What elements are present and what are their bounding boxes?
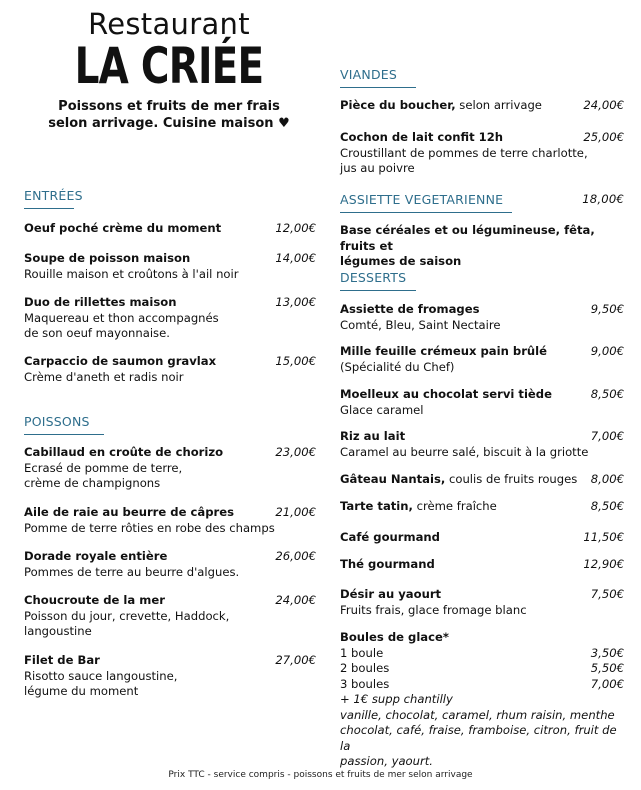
item-price: 24,00€ bbox=[275, 593, 316, 607]
section-viandes bbox=[340, 67, 397, 82]
menu-item bbox=[24, 445, 316, 492]
section-desserts bbox=[340, 270, 406, 285]
item-description: Base céréales et ou légumineuse, fêta, fruits et bbox=[340, 223, 595, 253]
row-label: 1 boule bbox=[340, 645, 384, 660]
item-price: 8,00€ bbox=[590, 472, 624, 486]
section-title: DESSERTS bbox=[340, 270, 407, 285]
item-price: 11,50€ bbox=[583, 530, 624, 544]
menu-item bbox=[340, 223, 624, 270]
ice-cream-block bbox=[340, 630, 624, 770]
row-price: 3,50€ bbox=[590, 645, 624, 660]
tagline bbox=[34, 98, 304, 132]
item-name: Aile de raie au beurre de câpres bbox=[24, 505, 234, 519]
item-description: Crème d'aneth et radis noir bbox=[24, 369, 184, 384]
item-price: 7,00€ bbox=[590, 429, 624, 443]
item-name: Riz au lait bbox=[340, 429, 406, 443]
item-name: Duo de rillettes maison bbox=[24, 295, 177, 309]
menu-item bbox=[24, 295, 316, 342]
menu-item bbox=[340, 429, 624, 460]
section-divider bbox=[24, 434, 104, 435]
item-name: Cabillaud en croûte de chorizo bbox=[24, 445, 224, 459]
item-name: Désir au yaourt bbox=[340, 587, 442, 601]
ice-cream-row bbox=[340, 661, 624, 677]
item-description: Pommes de terre au beurre d'algues. bbox=[24, 564, 240, 579]
item-name: Carpaccio de saumon gravlax bbox=[24, 354, 217, 368]
item-name: Pièce du boucher, bbox=[340, 98, 456, 112]
item-price: 9,00€ bbox=[590, 344, 624, 358]
item-description: (Spécialité du Chef) bbox=[340, 359, 455, 374]
ice-cream-row bbox=[340, 646, 624, 662]
item-name: Café gourmand bbox=[340, 530, 440, 544]
item-description: jus au poivre bbox=[340, 161, 415, 175]
restaurant-label: Restaurant bbox=[88, 7, 250, 41]
item-name: Thé gourmand bbox=[340, 557, 435, 571]
item-inline-description: coulis de fruits rouges bbox=[445, 472, 578, 486]
item-description: légumes de saison bbox=[340, 254, 462, 268]
row-label: 2 boules bbox=[340, 661, 390, 675]
flavours-line: chocolat, café, fraise, framboise, citron, fruit de la bbox=[340, 723, 617, 753]
menu-item bbox=[340, 98, 624, 114]
menu-item bbox=[24, 505, 316, 536]
ice-cream-row bbox=[340, 677, 624, 693]
item-price: 15,00€ bbox=[275, 354, 316, 368]
item-price: 21,00€ bbox=[275, 505, 316, 519]
item-description: Rouille maison et croûtons à l'ail noir bbox=[24, 266, 239, 281]
item-price: 23,00€ bbox=[275, 445, 316, 459]
item-description: Poisson du jour, crevette, Haddock, bbox=[24, 608, 230, 623]
item-name: Dorade royale entière bbox=[24, 549, 168, 563]
item-price: 14,00€ bbox=[275, 251, 316, 265]
item-price: 7,50€ bbox=[590, 587, 624, 601]
item-price: 27,00€ bbox=[275, 653, 316, 667]
section-title: ASSIETTE VEGETARIENNE bbox=[340, 192, 504, 207]
item-price: 26,00€ bbox=[275, 549, 316, 563]
section-vegetarienne bbox=[340, 192, 624, 207]
row-price: 5,50€ bbox=[590, 661, 624, 675]
footer-note: Prix TTC - service compris - poissons et fruits de mer selon arrivage bbox=[168, 770, 473, 780]
item-price: 24,00€ bbox=[583, 98, 624, 112]
menu-item bbox=[340, 302, 624, 333]
item-name: Gâteau Nantais, bbox=[340, 472, 446, 486]
menu-item bbox=[340, 130, 624, 177]
item-description: Croustillant de pommes de terre charlotte, bbox=[340, 145, 588, 160]
section-divider bbox=[340, 290, 416, 291]
section-divider bbox=[340, 87, 416, 88]
flavours-line: vanille, chocolat, caramel, rhum raisin, menthe bbox=[340, 707, 615, 722]
section-title: POISSONS bbox=[24, 414, 90, 429]
tagline-line-1: Poissons et fruits de mer frais bbox=[58, 99, 280, 114]
chantilly-note: + 1€ supp chantilly bbox=[340, 692, 453, 706]
item-price: 12,00€ bbox=[275, 221, 316, 235]
flavours-line: passion, yaourt. bbox=[340, 754, 433, 768]
item-name: Tarte tatin, bbox=[340, 499, 413, 513]
row-label: 3 boules bbox=[340, 676, 390, 691]
item-name: Mille feuille crémeux pain brûlé bbox=[340, 344, 548, 358]
item-description: Maquereau et thon accompagnés bbox=[24, 310, 219, 325]
item-name: Oeuf poché crème du moment bbox=[24, 221, 222, 235]
row-price: 7,00€ bbox=[590, 676, 624, 691]
item-price: 8,50€ bbox=[590, 499, 624, 513]
item-description: Pomme de terre rôties en robe des champs bbox=[24, 520, 275, 535]
item-price: 18,00€ bbox=[582, 192, 624, 206]
heart-icon: ♥ bbox=[278, 116, 290, 131]
menu-item bbox=[340, 472, 624, 488]
item-description: crème de champignons bbox=[24, 476, 161, 490]
item-name: Choucroute de la mer bbox=[24, 593, 165, 607]
menu-item bbox=[24, 251, 316, 282]
section-title: ENTRÉES bbox=[24, 188, 83, 203]
item-name: Moelleux au chocolat servi tiède bbox=[340, 387, 552, 401]
menu-item bbox=[340, 530, 624, 546]
item-description: Ecrasé de pomme de terre, bbox=[24, 460, 183, 475]
menu-item bbox=[24, 593, 316, 640]
item-description: de son oeuf mayonnaise. bbox=[24, 326, 170, 340]
tagline-line-2: selon arrivage. Cuisine maison bbox=[48, 116, 274, 131]
menu-item bbox=[24, 549, 316, 580]
section-poissons bbox=[24, 414, 90, 429]
section-divider bbox=[24, 208, 74, 209]
item-description: langoustine bbox=[24, 624, 92, 638]
menu-item bbox=[340, 587, 624, 618]
section-divider bbox=[340, 212, 512, 213]
section-title: VIANDES bbox=[340, 67, 397, 82]
restaurant-name: LA CRIÉE bbox=[74, 37, 264, 95]
item-name: Assiette de fromages bbox=[340, 302, 480, 316]
item-description: Risotto sauce langoustine, bbox=[24, 668, 178, 683]
item-description: Caramel au beurre salé, biscuit à la griotte bbox=[340, 444, 589, 459]
menu-item bbox=[340, 387, 624, 418]
item-description: légume du moment bbox=[24, 684, 139, 698]
menu-item bbox=[340, 344, 624, 375]
item-price: 25,00€ bbox=[583, 130, 624, 144]
item-name: Soupe de poisson maison bbox=[24, 251, 191, 265]
menu-item bbox=[24, 221, 316, 237]
item-description: Comté, Bleu, Saint Nectaire bbox=[340, 317, 501, 332]
item-inline-description: selon arrivage bbox=[455, 98, 542, 112]
menu-item bbox=[24, 653, 316, 700]
menu-item bbox=[340, 499, 624, 515]
item-price: 12,90€ bbox=[583, 557, 624, 571]
section-entrees bbox=[24, 188, 83, 203]
item-inline-description: crème fraîche bbox=[412, 499, 497, 513]
item-description: Glace caramel bbox=[340, 402, 424, 417]
item-name: Boules de glace* bbox=[340, 630, 449, 644]
item-price: 9,50€ bbox=[590, 302, 624, 316]
item-name: Cochon de lait confit 12h bbox=[340, 130, 504, 144]
menu-item bbox=[340, 557, 624, 573]
item-price: 8,50€ bbox=[590, 387, 624, 401]
menu-item bbox=[24, 354, 316, 385]
item-name: Filet de Bar bbox=[24, 653, 100, 667]
item-price: 13,00€ bbox=[275, 295, 316, 309]
item-description: Fruits frais, glace fromage blanc bbox=[340, 602, 527, 617]
